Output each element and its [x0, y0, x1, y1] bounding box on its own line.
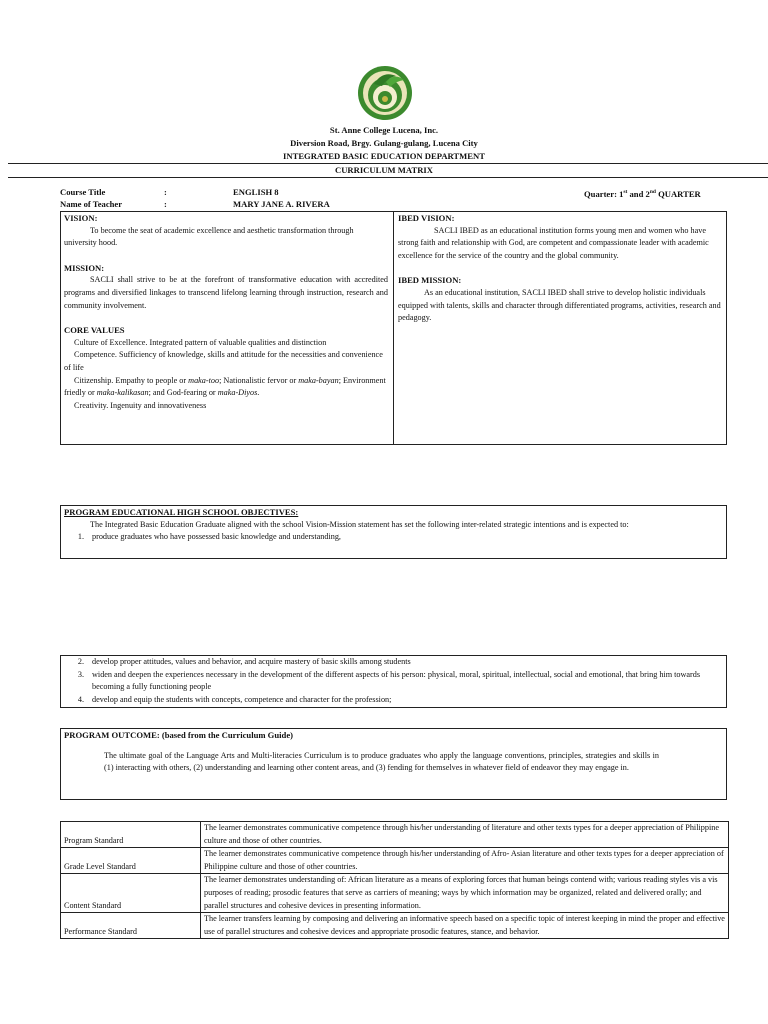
ibed-mission-heading: IBED MISSION:: [398, 275, 462, 286]
objectives-continued-box: [60, 655, 727, 708]
ibed-mission-text: As an educational institution, SACLI IBED shall strive to develop holistic individuals equipped with talents, skills and character through differentiated programs, activities, research and pedagogy.: [398, 287, 721, 323]
department-name: INTEGRATED BASIC EDUCATION DEPARTMENT: [283, 151, 485, 161]
standard-label: Program Standard: [61, 822, 201, 848]
course-title-colon: :: [164, 187, 167, 197]
standard-text: The learner demonstrates communicative competence through his/her understanding of literature and other texts types for a deeper appreciation of Philippine culture and those of other countries.: [201, 822, 729, 848]
objective-item: [64, 694, 723, 707]
right-column: [398, 212, 722, 325]
school-logo: [356, 64, 414, 122]
objective-text: produce graduates who have possessed basic knowledge and understanding,: [92, 532, 341, 542]
standard-row: [61, 822, 729, 848]
objective-number: 4.: [77, 694, 84, 704]
mission-text: SACLI shall strive to be at the forefront of transformative education with accredited programs and diversified linkages to transcend lifelong learning through instruction, research and community involvement.: [64, 275, 388, 310]
objective-number: 2.: [77, 657, 84, 666]
core-value-creativity: Creativity. Ingenuity and innovativeness: [74, 400, 207, 410]
ibed-vision-text: SACLI IBED as an educational institution forms young men and women who have strong faith and relationship with God, are competent and compassionate leader with academic excellence for the service of the country and the global community.: [398, 225, 709, 260]
program-outcome-box: [60, 728, 727, 800]
objectives-list-first: [64, 531, 723, 544]
teacher-label: Name of Teacher: [60, 199, 123, 209]
objectives-box: [60, 505, 727, 559]
school-address: Diversion Road, Brgy. Gulang-gulang, Lucena City: [290, 138, 478, 148]
program-outcome-text: The ultimate goal of the Language Arts and Multi-literacies Curriculum is to produce graduates who apply the language conventions, principles, strategies and skills in (1) interacting with others, (2) understanding and learning other content areas, and (3) fending for themselves in whatever field of endeavor they may engage in.: [104, 750, 659, 773]
standard-text: The learner demonstrates understanding of: African literature as a means of exploring forces that human beings contend with; various reading styles vis a vis purposes of reading; prosodic features that serve as carriers of meaning; ways by which information may be organized, related and delivered orally; and parallel structures and cohesive devices in presenting information.: [201, 874, 729, 913]
core-values-heading: CORE VALUES: [64, 325, 125, 336]
core-value-competence: Competence. Sufficiency of knowledge, skills and attitude for the necessities and convenience of life: [64, 350, 383, 372]
standards-table: [60, 821, 729, 939]
standard-text: The learner demonstrates communicative competence through his/her understanding of Afro- Asian literature and other texts types for a deeper appreciation of Philippine culture and those of other countries.: [201, 848, 729, 874]
teacher-value: MARY JANE A. RIVERA: [233, 199, 330, 209]
objectives-list-rest: [64, 656, 723, 706]
objective-number: 1.: [77, 532, 84, 542]
core-value-excellence: Culture of Excellence. Integrated pattern of valuable qualities and distinction: [74, 337, 327, 347]
left-column: [64, 212, 388, 412]
course-title-label: Course Title: [60, 187, 106, 197]
objective-item: [64, 656, 723, 669]
standard-row: [61, 848, 729, 874]
teacher-colon: :: [164, 199, 167, 209]
standard-text: The learner transfers learning by composing and delivering an informative speech based on a specific topic of interest keeping in mind the proper and effective use of parallel structures and cohesive devices and appropriate prosodic features, stance, and behavior.: [201, 913, 729, 939]
objective-item: [64, 531, 723, 544]
mission-heading: MISSION:: [64, 262, 105, 273]
vision-mission-table: [60, 211, 727, 445]
core-value-citizenship: Citizenship. Empathy to people or maka-too; Nationalistic fervor or maka-bayan; Environment friedly or maka-kalikasan; and God-fearing or maka-Diyos.: [64, 375, 386, 398]
objectives-intro: The Integrated Basic Education Graduate aligned with the school Vision-Mission statement has set the following inter-related strategic intentions and is expected to:: [90, 519, 629, 529]
objective-number: 3.: [77, 669, 84, 679]
course-title-value: ENGLISH 8: [233, 187, 279, 197]
standard-label: Grade Level Standard: [61, 848, 201, 874]
header-rule-bottom: [8, 177, 768, 178]
objective-text: develop proper attitudes, values and behavior, and acquire mastery of basic skills among students: [92, 657, 411, 666]
objective-item: [64, 669, 723, 694]
ibed-vision-heading: IBED VISION:: [398, 213, 455, 223]
objective-text: widen and deepen the experiences necessary in the development of the different aspects of his person: physical, moral, spiritual, intellectual, social and emotional, that bring him towards becoming a fully functioning people: [92, 669, 701, 692]
objectives-heading: PROGRAM EDUCATIONAL HIGH SCHOOL OBJECTIVES:: [64, 507, 299, 517]
quarter-info: Quarter: 1st and 2nd QUARTER: [584, 188, 701, 199]
standard-label: Performance Standard: [61, 913, 201, 939]
standard-row: [61, 874, 729, 913]
standard-label: Content Standard: [61, 874, 201, 913]
objective-text: develop and equip the students with concepts, competence and character for the profession;: [92, 694, 392, 704]
standard-row: [61, 913, 729, 939]
program-outcome-heading: PROGRAM OUTCOME: (based from the Curriculum Guide): [64, 730, 293, 740]
vision-mission-divider: [393, 212, 394, 444]
school-name: St. Anne College Lucena, Inc.: [329, 125, 439, 135]
vision-text: To become the seat of academic excellence and aesthetic transformation through university hood.: [64, 225, 354, 248]
document-title: CURRICULUM MATRIX: [335, 165, 433, 175]
vision-heading: VISION:: [64, 213, 98, 223]
